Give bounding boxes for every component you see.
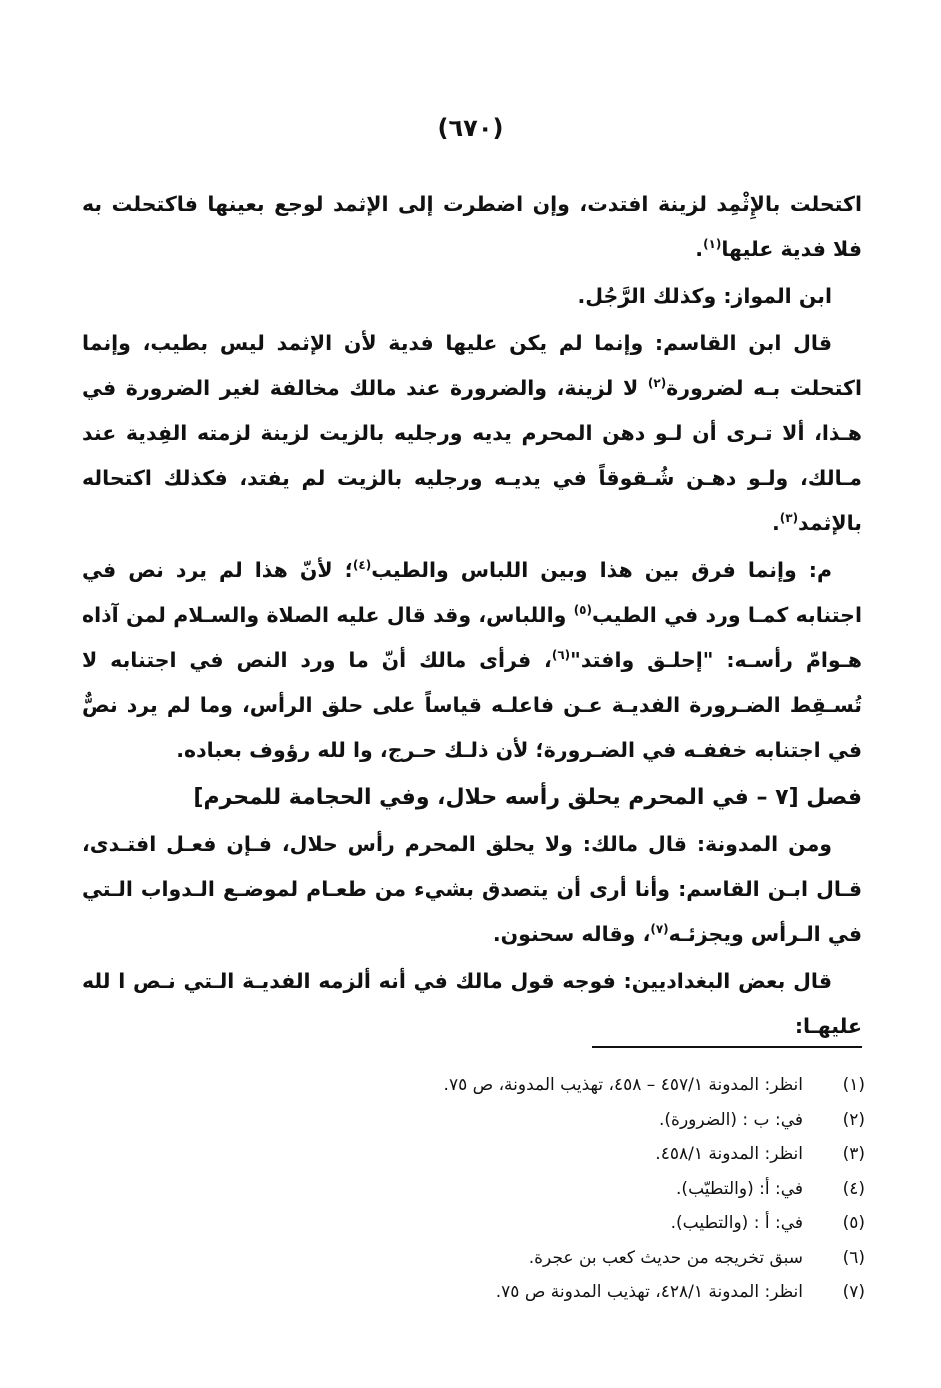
footnote-text: في: أ : (والتطيب). [670, 1213, 803, 1233]
paragraph-text: ابن المواز: وكذلك الرَّجُل. [577, 284, 832, 308]
paragraph-4 [82, 548, 862, 773]
paragraph-text: قال ابن القاسم: وإنما لم يكن عليها فدية لأن الإثمد ليس بطيب، وإنما اكتحلت بـه لضرورة [82, 331, 862, 400]
footnote-number: (٧) [842, 1282, 865, 1302]
paragraph-6 [82, 822, 862, 957]
section-heading: فصل [٧ – في المحرم يحلق رأسه حلال، وفي الحجامة للمحرم] [193, 785, 862, 810]
footnote-separator [592, 1046, 862, 1048]
main-text [82, 182, 862, 1051]
paragraph-7: قال بعض البغداديين: فوجه قول مالك في أنه ألزمه الفديـة الـتي نـص ا لله عليهـا: [82, 969, 862, 1038]
footnote-ref-4: (٤) [352, 558, 372, 573]
footnote-ref-3: (٣) [779, 511, 799, 526]
paragraph-text: اكتحلت بالإِثْمِد لزينة افتدت، وإن اضطرت إلى الإثمد لوجع بعينها فاكتحلت به فلا فدية عليها [82, 192, 862, 261]
paragraph-text-cont: ، فرأى مالك أنّ ما ورد النص في اجتنابه لا تُسـقِط الضـرورة الفديـة عـن فاعلـه [82, 648, 862, 717]
footnote-text: انظر: المدونة ٤٢٨/١، تهذيب المدونة ص ٧٥. [495, 1282, 803, 1302]
footnote-number: (٢) [842, 1109, 865, 1130]
footnote-text: انظر: المدونة ٤٥٨/١. [655, 1144, 803, 1164]
paragraph-1 [82, 182, 862, 272]
footnote-number: (٥) [842, 1213, 865, 1233]
footnote-text: سبق تخريجه من حديث كعب بن عجرة. [528, 1247, 803, 1268]
footnote-item [100, 1275, 865, 1310]
paragraph-text-cont: واللباس، وقد قال عليه الصلاة والسـلام لمن آذاه هـوامّ رأسـه: "إحلـق وافتد" [82, 603, 862, 672]
paragraph-3 [82, 321, 862, 546]
footnote-ref-2: (٢) [647, 376, 667, 391]
footnote-ref-7: (٧) [650, 922, 669, 937]
footnote-ref-5: (٥) [573, 603, 592, 618]
footnote-ref-6: (٦) [551, 648, 571, 663]
footnote-ref-1: (١) [703, 237, 722, 252]
footnote-text: في: أ: (والتطيّب). [676, 1178, 803, 1199]
footnote-text: في: ب : (الضرورة). [659, 1109, 803, 1130]
footnote-number: (٣) [842, 1144, 865, 1164]
page-number: (٦٧٠) [437, 114, 504, 142]
paragraph-2 [82, 274, 862, 319]
footnote-text: انظر: المدونة ٤٥٧/١ – ٤٥٨، تهذيب المدونة، ص ٧٥. [443, 1075, 803, 1095]
paragraph-text-end: . [695, 237, 704, 261]
paragraph-text-end: قياساً على حلق الرأس، وما لم يرد نصٌّ في اجتنابه خففـه في الضـرورة؛ لأن ذلـك حـرج، وا لله رؤوف بعباده. [82, 693, 862, 762]
paragraph-text-cont: لا لزينة، والضرورة عند مالك مخالفة لغير الضرورة في هـذا، ألا تـرى أن لـو دهن المحرم يديه ورجليه بالزيت لزينة لزمته الفِدية عند مـالك، ولـو دهـن شُـقوقاً في يديـه ورجليه بالزيت لم يفتد، فكذلك اكتحاله بالإثمد [82, 376, 862, 535]
footnote-item [100, 1137, 865, 1172]
footnote-number: (٦) [842, 1247, 865, 1268]
paragraph-text: ومن المدونة: قال مالك: ولا يحلق المحرم رأس حلال، فـإن فعـل افتـدى، قـال ابـن القاسم: وأنا أرى أن يتصدق بشيء من طعـام لموضـع الـدواب الـتي في الـرأس ويجزئـه [82, 832, 862, 946]
footnotes [100, 1068, 865, 1310]
footnote-item [100, 1103, 865, 1138]
paragraph-text-end: ، وقاله سحنون. [492, 922, 651, 946]
paragraph-text-cont: ؛ لأنّ هذا لم يرد نص في اجتنابه كمـا ورد في الطيب [82, 558, 862, 627]
paragraph-text-end: . [771, 511, 780, 535]
footnote-item [100, 1068, 865, 1103]
footnote-number: (٤) [842, 1178, 865, 1199]
footnote-item [100, 1206, 865, 1241]
footnote-item [100, 1172, 865, 1207]
footnote-number: (١) [842, 1075, 865, 1095]
footnote-item [100, 1241, 865, 1276]
paragraph-text: م: وإنما فرق بين هذا وبين اللباس والطيب [371, 558, 833, 582]
